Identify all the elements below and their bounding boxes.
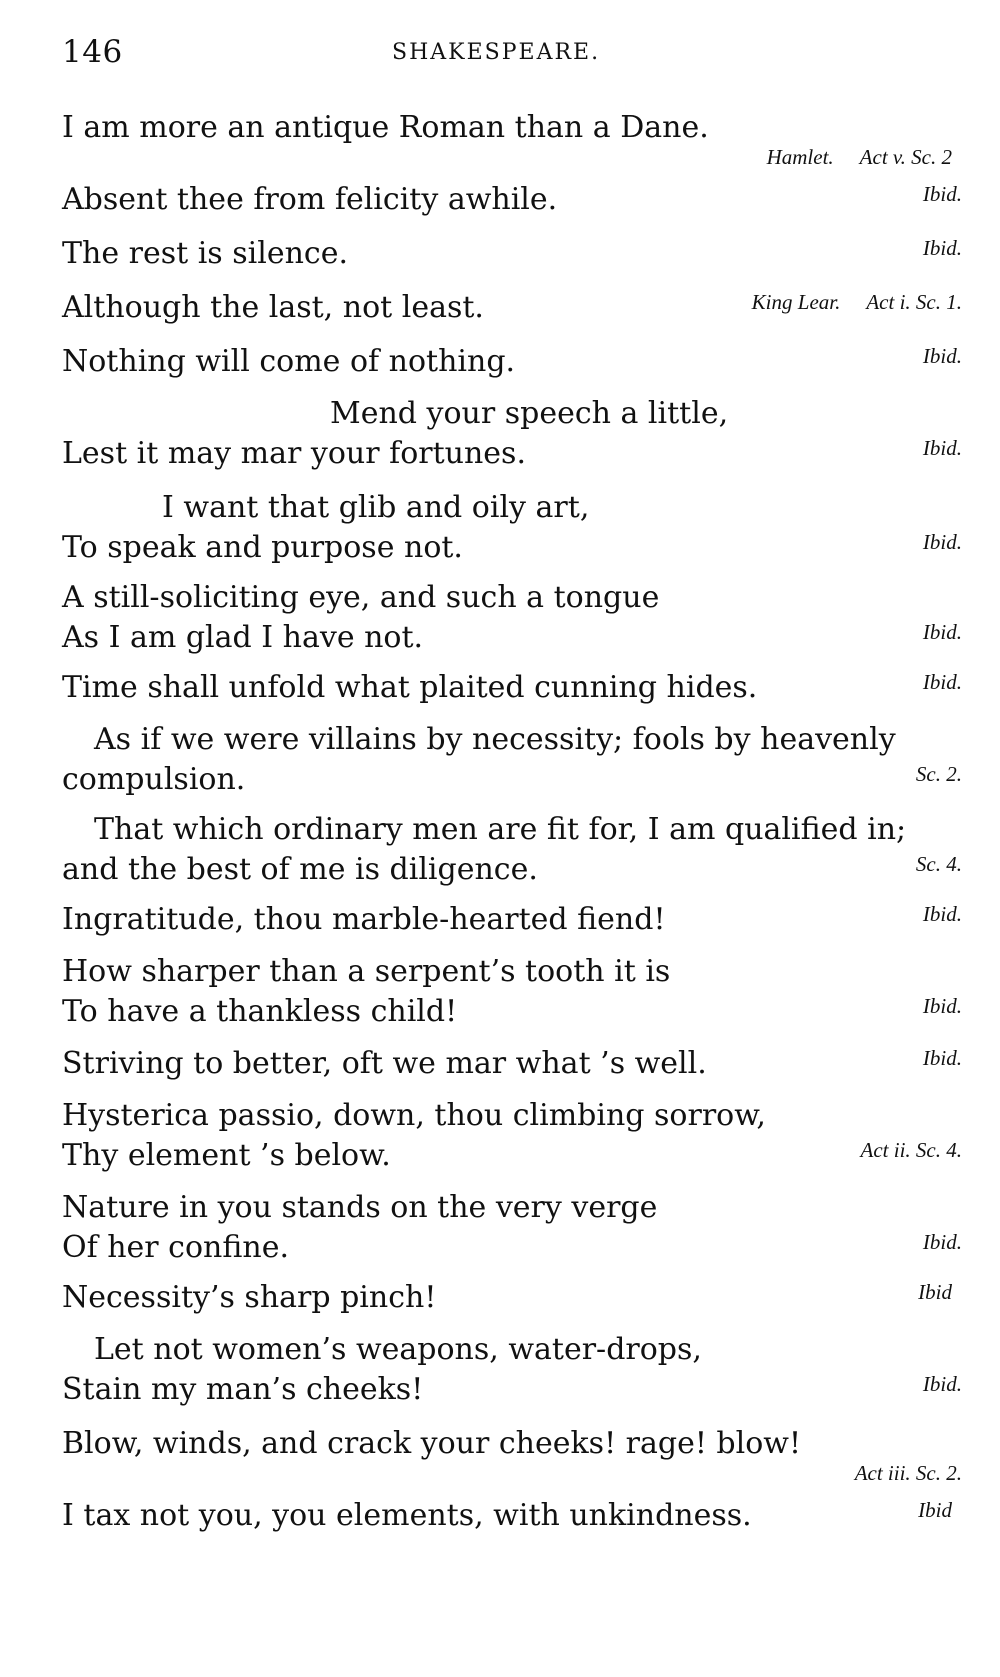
quotation-text: Nature in you stands on the very verge (62, 1190, 658, 1225)
quotation-text: The rest is silence. (62, 236, 348, 271)
quotation (62, 288, 962, 328)
citation-reference: Ibid (918, 1498, 952, 1522)
quotation-text: That which ordinary men are fit for, I am qualified in; (94, 812, 907, 847)
quotation-text: Blow, winds, and crack your cheeks! rage! blow! (62, 1426, 802, 1461)
citation-reference: Ibid. (922, 994, 962, 1018)
quotation (62, 578, 962, 658)
quotation-line (62, 108, 962, 148)
quotation-text: Absent thee from felicity awhile. (62, 182, 558, 217)
quotation (62, 394, 962, 474)
quotation-text: Of her confine. (62, 1230, 289, 1265)
quotation-text: Mend your speech a little, (330, 396, 729, 431)
quotation-line (62, 1278, 962, 1318)
quotation-line (62, 434, 962, 474)
quotation-line (62, 234, 962, 274)
quotation (62, 180, 962, 220)
quotation-text: A still-soliciting eye, and such a tongue (62, 580, 660, 615)
quotation-line (62, 810, 962, 850)
quotation-text: Let not women’s weapons, water-drops, (94, 1332, 702, 1367)
quotation-text: I tax not you, you elements, with unkindness. (62, 1498, 752, 1533)
quotation-line (62, 618, 962, 658)
citation-reference: Ibid. (922, 1230, 962, 1254)
quotation-line (62, 1370, 962, 1410)
citation-work: King Lear. (751, 290, 841, 314)
quotation (62, 1188, 962, 1268)
citation-reference: Act v. Sc. 2 (859, 145, 952, 169)
citation (923, 662, 962, 702)
citation (923, 1038, 962, 1078)
quotation-text: Nothing will come of nothing. (62, 344, 516, 379)
quotation (62, 1424, 962, 1486)
citation (923, 174, 962, 214)
quotation (62, 810, 962, 890)
citation (916, 844, 962, 884)
citation-reference: Ibid. (922, 670, 962, 694)
citation-reference: Ibid. (922, 436, 962, 460)
quotation (62, 342, 962, 382)
citation (923, 986, 962, 1026)
quotation (62, 108, 962, 170)
page-header (62, 34, 962, 74)
citation-reference: Sc. 2. (915, 762, 962, 786)
quotation-line (62, 1136, 962, 1176)
citation-reference: Ibid (918, 1280, 952, 1304)
citation (918, 1490, 952, 1530)
citation (916, 754, 962, 794)
page-number: 146 (62, 34, 123, 70)
quotation-line (62, 952, 962, 992)
citation (923, 228, 962, 268)
citation (923, 1222, 962, 1262)
quotation-line (62, 394, 962, 434)
quotation-text: Time shall unfold what plaited cunning hides. (62, 670, 758, 705)
citation (918, 1272, 952, 1312)
quotation (62, 1044, 962, 1084)
quotation-line (62, 900, 962, 940)
quotation (62, 1096, 962, 1176)
quotation-line (62, 992, 962, 1032)
quotation-line (62, 180, 962, 220)
quotation-text: Thy element ’s below. (62, 1138, 391, 1173)
citation-reference: Ibid. (922, 236, 962, 260)
quotation-text: How sharper than a serpent’s tooth it is (62, 954, 671, 989)
citation-reference: Ibid. (922, 530, 962, 554)
quotation-text: and the best of me is diligence. (62, 852, 538, 887)
citation-reference: Act i. Sc. 1. (866, 290, 962, 314)
quotation-line (62, 850, 962, 890)
quotation-line (62, 578, 962, 618)
citation-work: Hamlet. (766, 145, 834, 169)
quotation (62, 1330, 962, 1410)
citation-reference: Act iii. Sc. 2. (854, 1461, 962, 1485)
running-head: SHAKESPEARE. (392, 40, 601, 65)
quotation-line (62, 342, 962, 382)
citation (923, 612, 962, 652)
quotation (62, 234, 962, 274)
quotation-line (62, 760, 962, 800)
quotation-text: As if we were villains by necessity; fools by heavenly (94, 722, 896, 757)
quotation-text: Although the last, not least. (62, 290, 484, 325)
quotation-text: Lest it may mar your fortunes. (62, 436, 526, 471)
quotation-text: I am more an antique Roman than a Dane. (62, 110, 709, 145)
quotation (62, 720, 962, 800)
citation-reference: Ibid. (922, 182, 962, 206)
quotation-line (62, 720, 962, 760)
quotation-line (62, 1424, 962, 1464)
quotation-line (62, 1496, 962, 1536)
citation-reference: Ibid. (922, 1372, 962, 1396)
citation-reference: Ibid. (922, 620, 962, 644)
quotation-text: To have a thankless child! (62, 994, 458, 1029)
citation-reference: Ibid. (922, 902, 962, 926)
quotation-text: I want that glib and oily art, (162, 490, 590, 525)
quotation-text: Necessity’s sharp pinch! (62, 1280, 437, 1315)
quotation-text: To speak and purpose not. (62, 530, 463, 565)
quotation-text: compulsion. (62, 762, 246, 797)
citation-reference: Sc. 4. (915, 852, 962, 876)
quotation-line (62, 288, 962, 328)
quotation-line (62, 488, 962, 528)
quotation-line (62, 1044, 962, 1084)
quotation-line (62, 1096, 962, 1136)
quotation (62, 488, 962, 568)
citation (923, 1364, 962, 1404)
quotation (62, 668, 962, 708)
quotation-text: Ingratitude, thou marble-hearted fiend! (62, 902, 666, 937)
quotation-line (62, 1228, 962, 1268)
citation (923, 428, 962, 468)
quotation (62, 952, 962, 1032)
quotation-text: Hysterica passio, down, thou climbing sorrow, (62, 1098, 766, 1133)
quotation (62, 900, 962, 940)
quotation-line (62, 1188, 962, 1228)
quotation-text: Stain my man’s cheeks! (62, 1372, 424, 1407)
citation (752, 282, 962, 322)
citation-reference: Ibid. (922, 344, 962, 368)
quotation (62, 1278, 962, 1318)
citation-reference: Ibid. (922, 1046, 962, 1070)
quotation-text: Striving to better, oft we mar what ’s well. (62, 1046, 707, 1081)
citation (923, 522, 962, 562)
quotation-line (62, 668, 962, 708)
citation-reference: Act ii. Sc. 4. (860, 1138, 962, 1162)
citation (923, 894, 962, 934)
quotation (62, 1496, 962, 1536)
quotation-line (62, 528, 962, 568)
citation (861, 1130, 962, 1170)
quotation-line (62, 1330, 962, 1370)
quotation-text: As I am glad I have not. (62, 620, 424, 655)
citation (923, 336, 962, 376)
